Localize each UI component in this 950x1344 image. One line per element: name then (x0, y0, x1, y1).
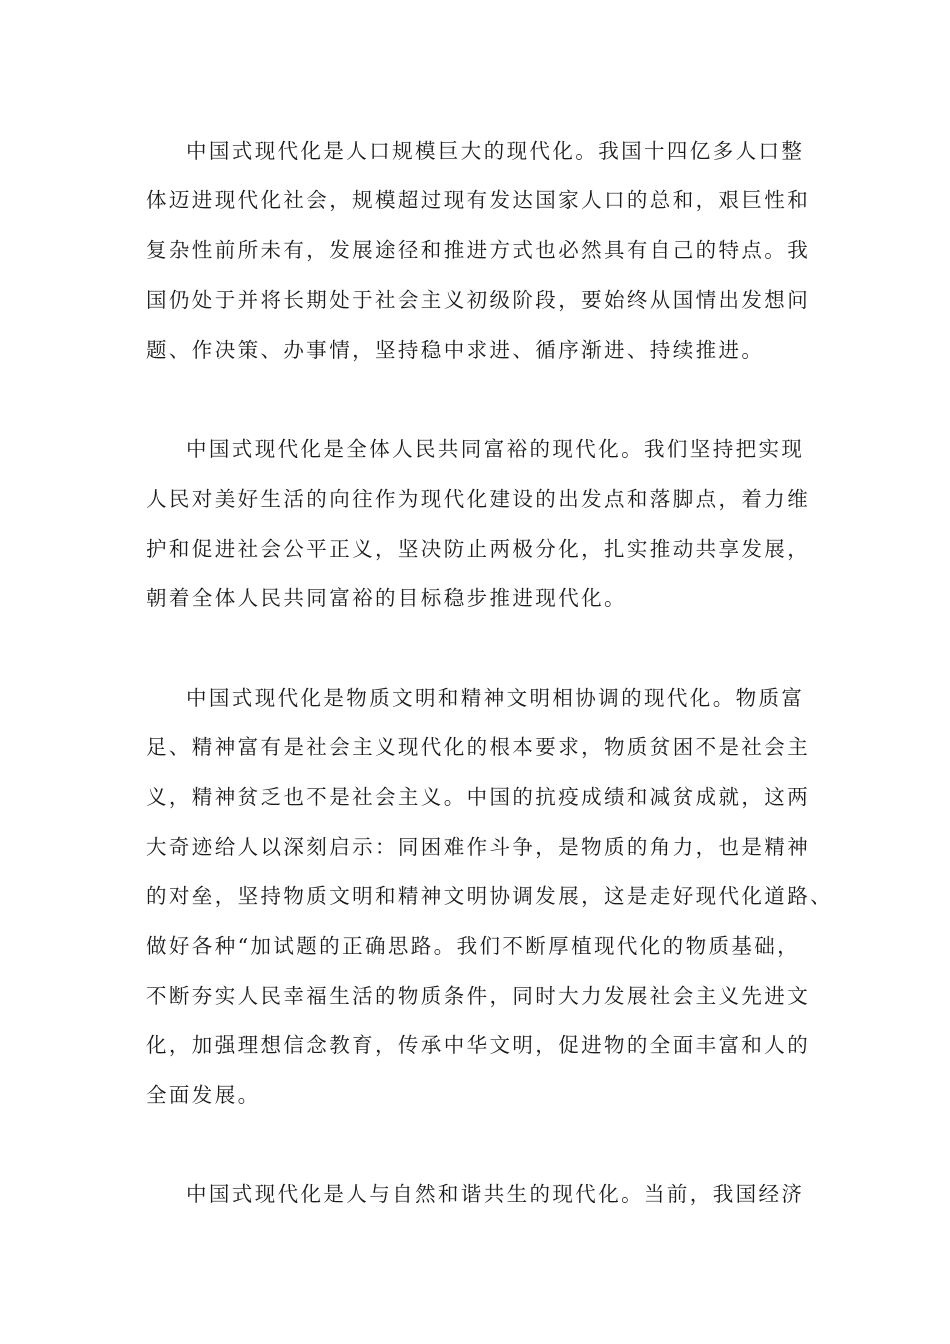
paragraph-line: 不断夯实人民幸福生活的物质条件，同时大力发展社会主义先进文 (146, 984, 811, 1008)
paragraph-line: 人民对美好生活的向往作为现代化建设的出发点和落脚点，着力维 (146, 487, 811, 511)
paragraph-line: 中国式现代化是全体人民共同富裕的现代化。我们坚持把实现 (186, 437, 805, 461)
paragraph-line: 朝着全体人民共同富裕的目标稳步推进现代化。 (146, 586, 627, 610)
paragraph-line: 题、作决策、办事情，坚持稳中求进、循序渐进、持续推进。 (146, 338, 765, 362)
paragraph-line: 体迈进现代化社会，规模超过现有发达国家人口的总和，艰巨性和 (146, 188, 811, 212)
paragraph-line: 国仍处于并将长期处于社会主义初级阶段，要始终从国情出发想问 (146, 288, 811, 312)
paragraph-line: 护和促进社会公平正义，坚决防止两极分化，扎实推动共享发展， (146, 537, 811, 561)
paragraph-line: 复杂性前所未有，发展途径和推进方式也必然具有自己的特点。我 (146, 238, 811, 262)
paragraph-line: 的对垒，坚持物质文明和精神文明协调发展，这是走好现代化道路、 (146, 884, 833, 908)
paragraph-line: 足、精神富有是社会主义现代化的根本要求，物质贫困不是社会主 (146, 735, 811, 759)
paragraph-line: 中国式现代化是人口规模巨大的现代化。我国十四亿多人口整 (186, 139, 805, 163)
paragraph-line: 全面发展。 (146, 1083, 261, 1107)
paragraph-line: 大奇迹给人以深刻启示：同困难作斗争，是物质的角力，也是精神 (146, 835, 811, 859)
paragraph-line: 中国式现代化是人与自然和谐共生的现代化。当前，我国经济 (186, 1182, 805, 1206)
paragraph-line: 义，精神贫乏也不是社会主义。中国的抗疫成绩和减贫成就，这两 (146, 785, 811, 809)
paragraph-line: 中国式现代化是物质文明和精神文明相协调的现代化。物质富 (186, 686, 805, 710)
paragraph-line: 做好各种“加试题的正确思路。我们不断厚植现代化的物质基础， (146, 934, 801, 958)
paragraph-line: 化，加强理想信念教育，传承中华文明，促进物的全面丰富和人的 (146, 1033, 811, 1057)
